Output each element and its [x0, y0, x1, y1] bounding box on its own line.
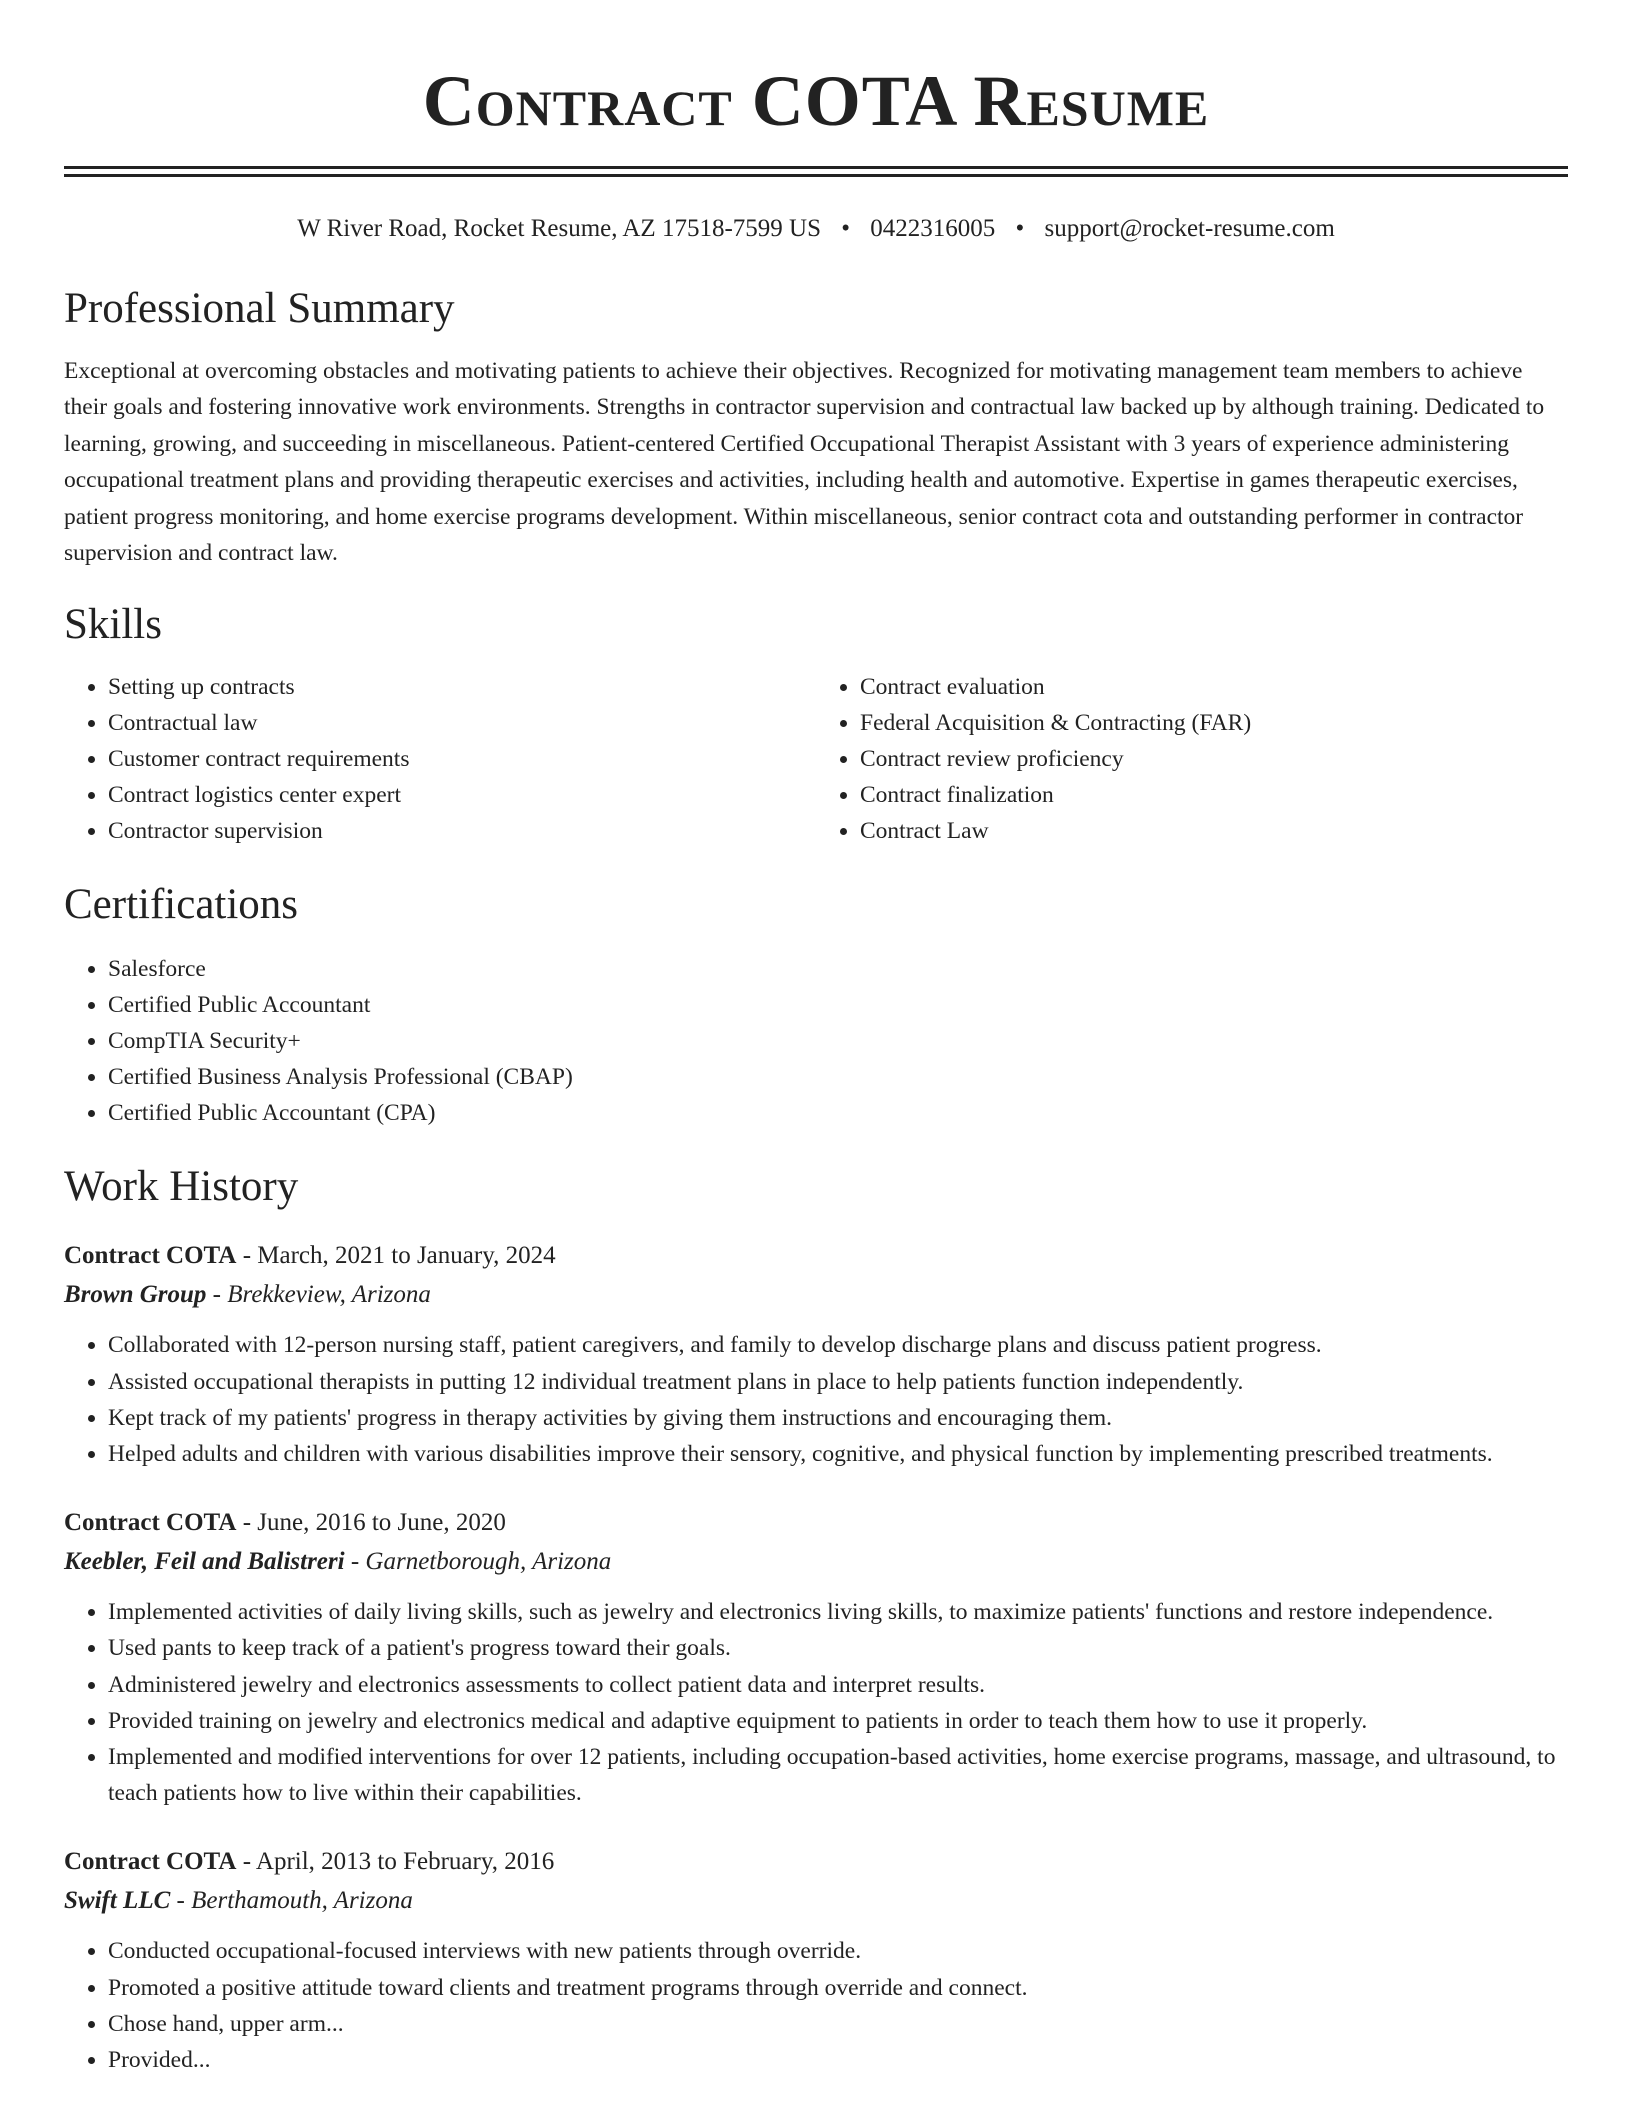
job-entry	[64, 1504, 1568, 1811]
job-bullet: • Provided training on jewelry and electronics medical and adaptive equipment to patients in order to teach them how to use it properly.	[108, 1703, 1568, 1739]
job-bullet: • Provided...	[108, 2042, 1568, 2078]
skills-list-right	[816, 669, 1568, 849]
job-dash: -	[206, 1281, 228, 1309]
contact-separator: •	[1015, 215, 1025, 242]
job-bullet: • Used pants to keep track of a patient's progress toward their goals.	[108, 1630, 1568, 1666]
job-dash: -	[236, 1848, 256, 1876]
job-bullet: • Promoted a positive attitude toward clients and treatment programs through override and connect.	[108, 1970, 1568, 2006]
summary-text: Exceptional at overcoming obstacles and motivating patients to achieve their objectives. Recognized for motivating management team members to achieve their goals and fostering innovative work environments. Strengths in contractor supervision and contractual law backed up by although training. Dedicated to learning, growing, and succeeding in miscellaneous. Patient-centered Certified Occupational Therapist Assistant with 3 years of experience administering occupational treatment plans and providing therapeutic exercises and activities, including health and automotive. Expertise in games therapeutic exercises, patient progress monitoring, and home exercise programs development. Within miscellaneous, senior contract cota and outstanding performer in contractor supervision and contract law.	[64, 358, 1545, 567]
job-bullet: • Assisted occupational therapists in putting 12 individual treatment plans in place to help patients function independently.	[108, 1364, 1568, 1400]
skill-item: • Contractual law	[108, 705, 816, 741]
job-entry	[64, 1843, 1568, 2078]
skills-heading: Skills	[64, 601, 162, 649]
job-company: Brown Group	[64, 1281, 207, 1309]
job-dates: March, 2021 to January, 2024	[257, 1242, 556, 1270]
job-dash: -	[236, 1509, 258, 1537]
certifications-list	[64, 951, 1568, 1131]
certification-item: • CompTIA Security+	[108, 1023, 1568, 1059]
skills-list-left	[64, 669, 816, 849]
job-entry	[64, 1237, 1568, 1472]
job-bullet: • Collaborated with 12-person nursing staff, patient caregivers, and family to develop discharge plans and discuss patient progress.	[108, 1327, 1568, 1363]
skill-item: • Contractor supervision	[108, 813, 816, 849]
certification-item: • Salesforce	[108, 951, 1568, 987]
work-history-heading: Work History	[64, 1163, 299, 1211]
certification-item: • Certified Business Analysis Professional (CBAP)	[108, 1059, 1568, 1095]
job-location: Brekkeview, Arizona	[227, 1281, 431, 1309]
certifications-heading: Certifications	[64, 881, 299, 929]
job-dash: -	[236, 1242, 258, 1270]
resume-title: Contract COTA Resume	[422, 61, 1210, 141]
contact-line	[64, 213, 1568, 245]
job-bullet: • Helped adults and children with various disabilities improve their sensory, cognitive, and physical function by implementing prescribed treatments.	[108, 1436, 1568, 1472]
job-location: Garnetborough, Arizona	[365, 1548, 612, 1576]
contact-phone: 0422316005	[870, 215, 996, 242]
job-title-line	[64, 1843, 1568, 1881]
contact-address: W River Road, Rocket Resume, AZ 17518-7599 US	[297, 215, 821, 242]
skill-item: • Setting up contracts	[108, 669, 816, 705]
summary-heading: Professional Summary	[64, 285, 455, 332]
job-role: Contract COTA	[64, 1242, 237, 1270]
job-company-line	[64, 1542, 1568, 1582]
job-bullet: • Kept track of my patients' progress in therapy activities by giving them instructions and encouraging them.	[108, 1400, 1568, 1436]
job-company-line	[64, 1275, 1568, 1315]
job-dates: June, 2016 to June, 2020	[257, 1509, 506, 1537]
skill-item: • Contract review proficiency	[860, 741, 1568, 777]
job-title-line	[64, 1504, 1568, 1542]
job-location: Berthamouth, Arizona	[191, 1887, 413, 1915]
job-company: Keebler, Feil and Balistreri	[64, 1548, 345, 1576]
job-role: Contract COTA	[64, 1848, 237, 1876]
job-role: Contract COTA	[64, 1509, 237, 1537]
job-dates: April, 2013 to February, 2016	[255, 1848, 555, 1876]
skill-item: • Contract finalization	[860, 777, 1568, 813]
skill-item: • Contract logistics center expert	[108, 777, 816, 813]
job-bullets	[64, 1594, 1568, 1811]
job-bullet: • Implemented activities of daily living skills, such as jewelry and electronics living skills, to maximize patients' functions and restore independence.	[108, 1594, 1568, 1630]
contact-separator: •	[841, 215, 850, 242]
job-bullet: • Conducted occupational-focused interviews with new patients through override.	[108, 1933, 1568, 1969]
job-dash: -	[170, 1887, 192, 1915]
job-bullet: • Administered jewelry and electronics assessments to collect patient data and interpret results.	[108, 1667, 1568, 1703]
job-bullet: • Chose hand, upper arm...	[108, 2006, 1568, 2042]
skill-item: • Federal Acquisition & Contracting (FAR)	[860, 705, 1568, 741]
job-company-line	[64, 1881, 1568, 1921]
job-dash: -	[344, 1548, 366, 1576]
job-bullets	[64, 1933, 1568, 2078]
title-divider	[64, 166, 1568, 177]
job-company: Swift LLC	[64, 1887, 171, 1915]
job-bullets	[64, 1327, 1568, 1472]
skills-columns	[64, 669, 1568, 849]
certification-item: • Certified Public Accountant	[108, 987, 1568, 1023]
job-bullet: • Implemented and modified interventions for over 12 patients, including occupation-based activities, home exercise programs, massage, and ultrasound, to teach patients how to live within their capabilities.	[108, 1739, 1568, 1811]
contact-email: support@rocket-resume.com	[1044, 215, 1335, 242]
skill-item: • Contract evaluation	[860, 669, 1568, 705]
skill-item: • Contract Law	[860, 813, 1568, 849]
certification-item: • Certified Public Accountant (CPA)	[108, 1095, 1568, 1131]
skill-item: • Customer contract requirements	[108, 741, 816, 777]
job-title-line	[64, 1237, 1568, 1275]
